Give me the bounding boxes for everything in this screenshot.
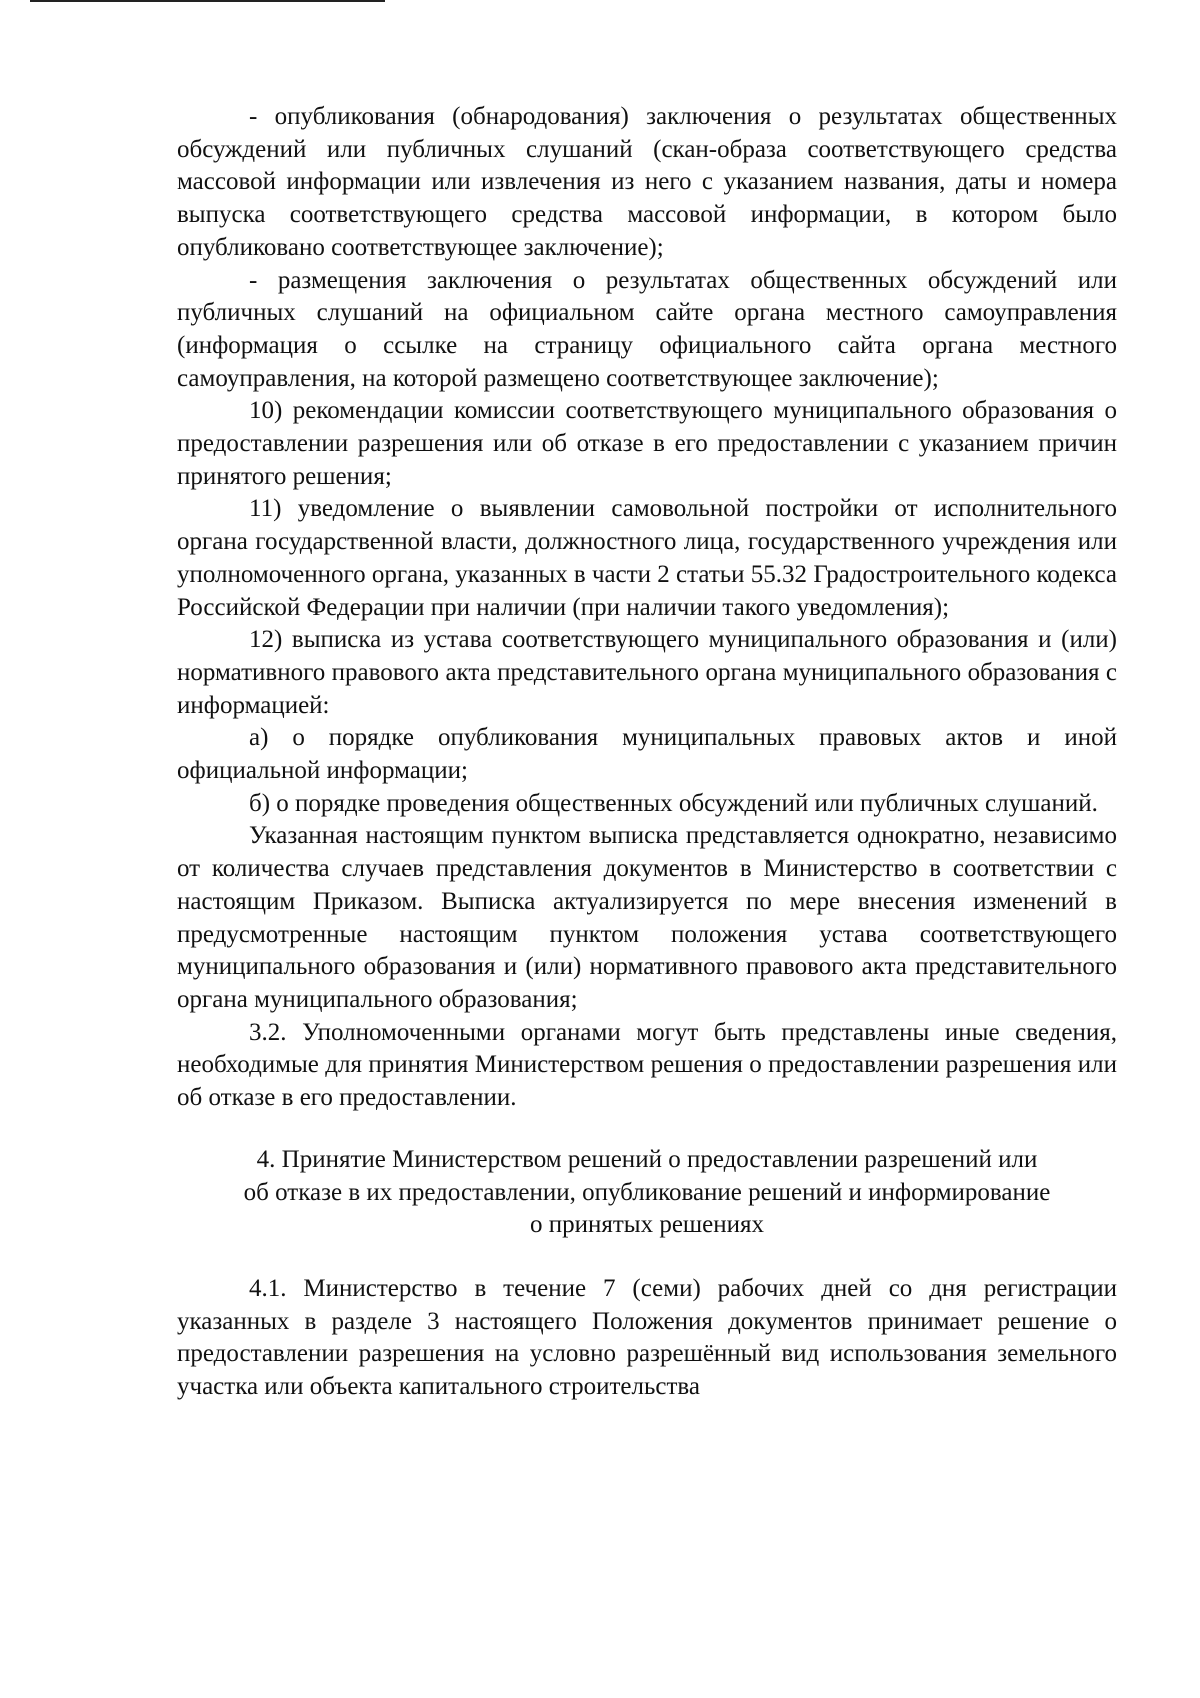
paragraph-3-2: 3.2. Уполномоченными органами могут быть представлены иные сведения, необходимые для принятия Министерством решения о предоставлении разрешения или об отказе в его предоставлении. xyxy=(177,1018,1117,1112)
section-heading xyxy=(177,1144,1117,1242)
section-heading-line-2: об отказе в их предоставлении, опубликование решений и информирование xyxy=(243,1178,1051,1206)
paragraph-item-12: 12) выписка из устава соответствующего муниципального образования и (или) нормативного правового акта представительного органа муниципального образования с информацией: xyxy=(177,626,1117,719)
section-heading-line-3: о принятых решениях xyxy=(529,1211,765,1239)
section-heading-line-1: 4. Принятие Министерством решений о предоставлении разрешений или xyxy=(256,1145,1038,1173)
document-body xyxy=(177,101,1117,1404)
paragraph-item-11: 11) уведомление о выявлении самовольной постройки от исполнительного органа государственной власти, должностного лица, государственного учреждения или уполномоченного органа, указанных в части 2 статьи 55.32 Градостроительного кодекса Российской Федерации при наличии (при наличии такого уведомления); xyxy=(177,495,1117,621)
paragraph-item-12a: а) о порядке опубликования муниципальных правовых актов и иной официальной информации; xyxy=(177,724,1117,785)
paragraph-item-12b: б) о порядке проведения общественных обсуждений или публичных слушаний. xyxy=(249,789,1098,817)
paragraph-website-placement: - размещения заключения о результатах общественных обсуждений или публичных слушаний на официальном сайте органа местного самоуправления (информация о ссылке на страницу официального сайта органа местного самоуправления, на которой размещено соответствующее заключение); xyxy=(177,266,1117,392)
paragraph-item-10: 10) рекомендации комиссии соответствующего муниципального образования о предоставлении разрешения или об отказе в его предоставлении с указанием причин принятого решения; xyxy=(177,397,1117,490)
scan-edge-line xyxy=(30,0,385,2)
paragraph-4-1: 4.1. Министерство в течение 7 (семи) рабочих дней со дня регистрации указанных в разделе 3 настоящего Положения документов принимает решение о предоставлении разрешения на условно разрешённый вид использования земельного участка или объекта капитального строительства xyxy=(177,1274,1117,1401)
paragraph-publication: - опубликования (обнародования) заключения о результатах общественных обсуждений или публичных слушаний (скан-образа соответствующего средства массовой информации или извлечения из него с указанием названия, даты и номера выпуска соответствующего средства массовой информации, в котором было опубликовано соответствующее заключение); xyxy=(177,103,1117,261)
paragraph-extract-note: Указанная настоящим пунктом выписка представляется однократно, независимо от количества случаев представления документов в Министерство в соответствии с настоящим Приказом. Выписка актуализируется по мере внесения изменений в предусмотренные настоящим пунктом положения устава соответствующего муниципального образования и (или) нормативного правового акта представительного органа муниципального образования; xyxy=(177,822,1117,1013)
